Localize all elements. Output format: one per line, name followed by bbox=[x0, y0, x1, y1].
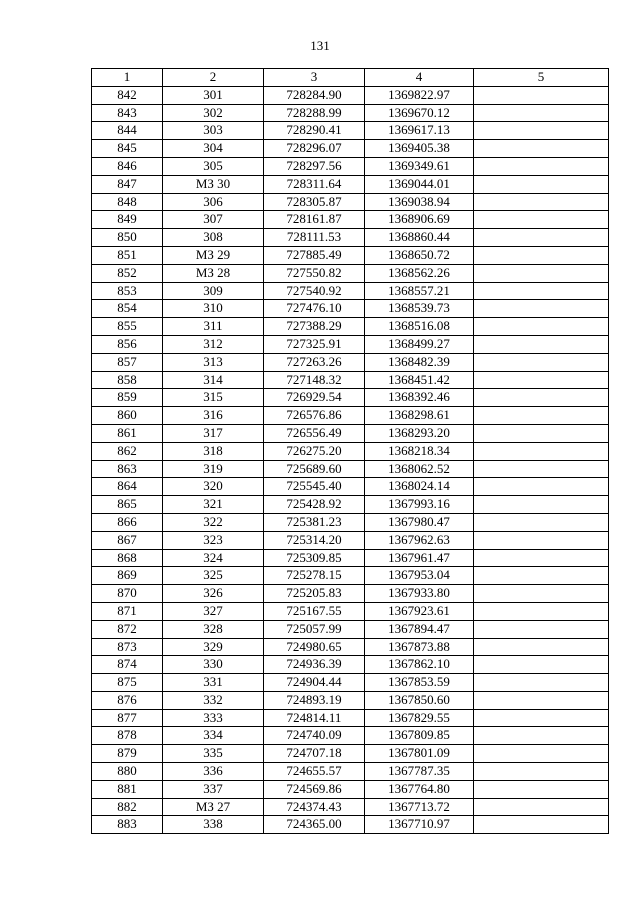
note-cell bbox=[474, 371, 609, 389]
note-cell bbox=[474, 264, 609, 282]
row-number-cell: 883 bbox=[92, 816, 163, 834]
row-number-cell: 846 bbox=[92, 157, 163, 175]
point-id-cell: 318 bbox=[163, 442, 264, 460]
y-coordinate-cell: 1368860.44 bbox=[365, 229, 474, 247]
x-coordinate-cell: 725545.40 bbox=[264, 478, 365, 496]
x-coordinate-cell: 728290.41 bbox=[264, 122, 365, 140]
table-row bbox=[92, 389, 609, 407]
note-cell bbox=[474, 157, 609, 175]
table-row bbox=[92, 780, 609, 798]
y-coordinate-cell: 1367809.85 bbox=[365, 727, 474, 745]
point-id-cell: 323 bbox=[163, 531, 264, 549]
row-number-cell: 860 bbox=[92, 407, 163, 425]
x-coordinate-cell: 724814.11 bbox=[264, 709, 365, 727]
row-number-cell: 858 bbox=[92, 371, 163, 389]
row-number-cell: 843 bbox=[92, 104, 163, 122]
point-id-cell: МЗ 27 bbox=[163, 798, 264, 816]
point-id-cell: 319 bbox=[163, 460, 264, 478]
x-coordinate-cell: 727325.91 bbox=[264, 335, 365, 353]
table-row bbox=[92, 460, 609, 478]
x-coordinate-cell: 724707.18 bbox=[264, 745, 365, 763]
coordinates-table bbox=[91, 68, 609, 834]
x-coordinate-cell: 727550.82 bbox=[264, 264, 365, 282]
y-coordinate-cell: 1368062.52 bbox=[365, 460, 474, 478]
page-number: 131 bbox=[310, 38, 330, 53]
y-coordinate-cell: 1369670.12 bbox=[365, 104, 474, 122]
table-row bbox=[92, 86, 609, 104]
note-cell bbox=[474, 353, 609, 371]
table-row bbox=[92, 763, 609, 781]
x-coordinate-cell: 725278.15 bbox=[264, 567, 365, 585]
y-coordinate-cell: 1369617.13 bbox=[365, 122, 474, 140]
table-row bbox=[92, 424, 609, 442]
table-row bbox=[92, 602, 609, 620]
note-cell bbox=[474, 567, 609, 585]
row-number-cell: 863 bbox=[92, 460, 163, 478]
x-coordinate-cell: 726275.20 bbox=[264, 442, 365, 460]
y-coordinate-cell: 1367873.88 bbox=[365, 638, 474, 656]
y-coordinate-cell: 1367962.63 bbox=[365, 531, 474, 549]
point-id-cell: 336 bbox=[163, 763, 264, 781]
x-coordinate-cell: 727885.49 bbox=[264, 246, 365, 264]
note-cell bbox=[474, 246, 609, 264]
note-cell bbox=[474, 122, 609, 140]
table-row bbox=[92, 193, 609, 211]
point-id-cell: МЗ 30 bbox=[163, 175, 264, 193]
table-row bbox=[92, 638, 609, 656]
table-row bbox=[92, 246, 609, 264]
point-id-cell: 309 bbox=[163, 282, 264, 300]
note-cell bbox=[474, 691, 609, 709]
y-coordinate-cell: 1369405.38 bbox=[365, 140, 474, 158]
note-cell bbox=[474, 460, 609, 478]
y-coordinate-cell: 1367953.04 bbox=[365, 567, 474, 585]
x-coordinate-cell: 728288.99 bbox=[264, 104, 365, 122]
header-cell-1: 1 bbox=[92, 69, 163, 87]
table-row bbox=[92, 211, 609, 229]
point-id-cell: 314 bbox=[163, 371, 264, 389]
note-cell bbox=[474, 193, 609, 211]
point-id-cell: 317 bbox=[163, 424, 264, 442]
table-row bbox=[92, 264, 609, 282]
table-row bbox=[92, 496, 609, 514]
note-cell bbox=[474, 674, 609, 692]
y-coordinate-cell: 1367850.60 bbox=[365, 691, 474, 709]
y-coordinate-cell: 1367862.10 bbox=[365, 656, 474, 674]
point-id-cell: 335 bbox=[163, 745, 264, 763]
table-row bbox=[92, 122, 609, 140]
point-id-cell: 305 bbox=[163, 157, 264, 175]
table-row bbox=[92, 549, 609, 567]
y-coordinate-cell: 1367923.61 bbox=[365, 602, 474, 620]
row-number-cell: 859 bbox=[92, 389, 163, 407]
point-id-cell: 320 bbox=[163, 478, 264, 496]
row-number-cell: 869 bbox=[92, 567, 163, 585]
point-id-cell: 321 bbox=[163, 496, 264, 514]
row-number-cell: 881 bbox=[92, 780, 163, 798]
x-coordinate-cell: 724569.86 bbox=[264, 780, 365, 798]
table-row bbox=[92, 407, 609, 425]
row-number-cell: 851 bbox=[92, 246, 163, 264]
row-number-cell: 879 bbox=[92, 745, 163, 763]
point-id-cell: 308 bbox=[163, 229, 264, 247]
point-id-cell: 334 bbox=[163, 727, 264, 745]
y-coordinate-cell: 1367801.09 bbox=[365, 745, 474, 763]
note-cell bbox=[474, 478, 609, 496]
row-number-cell: 882 bbox=[92, 798, 163, 816]
y-coordinate-cell: 1367787.35 bbox=[365, 763, 474, 781]
y-coordinate-cell: 1368562.26 bbox=[365, 264, 474, 282]
table-row bbox=[92, 745, 609, 763]
x-coordinate-cell: 727263.26 bbox=[264, 353, 365, 371]
header-cell-2: 2 bbox=[163, 69, 264, 87]
table-row bbox=[92, 585, 609, 603]
x-coordinate-cell: 728297.56 bbox=[264, 157, 365, 175]
y-coordinate-cell: 1368557.21 bbox=[365, 282, 474, 300]
row-number-cell: 847 bbox=[92, 175, 163, 193]
row-number-cell: 856 bbox=[92, 335, 163, 353]
note-cell bbox=[474, 585, 609, 603]
point-id-cell: 313 bbox=[163, 353, 264, 371]
row-number-cell: 845 bbox=[92, 140, 163, 158]
note-cell bbox=[474, 763, 609, 781]
point-id-cell: 328 bbox=[163, 620, 264, 638]
x-coordinate-cell: 726576.86 bbox=[264, 407, 365, 425]
x-coordinate-cell: 725309.85 bbox=[264, 549, 365, 567]
table-row bbox=[92, 727, 609, 745]
y-coordinate-cell: 1367993.16 bbox=[365, 496, 474, 514]
table-row bbox=[92, 442, 609, 460]
point-id-cell: 325 bbox=[163, 567, 264, 585]
note-cell bbox=[474, 798, 609, 816]
note-cell bbox=[474, 780, 609, 798]
x-coordinate-cell: 727148.32 bbox=[264, 371, 365, 389]
note-cell bbox=[474, 407, 609, 425]
table-row bbox=[92, 318, 609, 336]
x-coordinate-cell: 724980.65 bbox=[264, 638, 365, 656]
point-id-cell: 312 bbox=[163, 335, 264, 353]
header-cell-5: 5 bbox=[474, 69, 609, 87]
table-row bbox=[92, 709, 609, 727]
point-id-cell: 329 bbox=[163, 638, 264, 656]
row-number-cell: 854 bbox=[92, 300, 163, 318]
x-coordinate-cell: 724655.57 bbox=[264, 763, 365, 781]
note-cell bbox=[474, 442, 609, 460]
table-row bbox=[92, 282, 609, 300]
note-cell bbox=[474, 513, 609, 531]
point-id-cell: 333 bbox=[163, 709, 264, 727]
y-coordinate-cell: 1368539.73 bbox=[365, 300, 474, 318]
note-cell bbox=[474, 318, 609, 336]
y-coordinate-cell: 1367961.47 bbox=[365, 549, 474, 567]
x-coordinate-cell: 726929.54 bbox=[264, 389, 365, 407]
table-body bbox=[92, 86, 609, 833]
point-id-cell: 326 bbox=[163, 585, 264, 603]
row-number-cell: 875 bbox=[92, 674, 163, 692]
y-coordinate-cell: 1367853.59 bbox=[365, 674, 474, 692]
y-coordinate-cell: 1368293.20 bbox=[365, 424, 474, 442]
y-coordinate-cell: 1368499.27 bbox=[365, 335, 474, 353]
row-number-cell: 872 bbox=[92, 620, 163, 638]
point-id-cell: 302 bbox=[163, 104, 264, 122]
note-cell bbox=[474, 175, 609, 193]
row-number-cell: 850 bbox=[92, 229, 163, 247]
row-number-cell: 865 bbox=[92, 496, 163, 514]
note-cell bbox=[474, 229, 609, 247]
y-coordinate-cell: 1367829.55 bbox=[365, 709, 474, 727]
x-coordinate-cell: 725381.23 bbox=[264, 513, 365, 531]
table-row bbox=[92, 513, 609, 531]
x-coordinate-cell: 727388.29 bbox=[264, 318, 365, 336]
point-id-cell: 330 bbox=[163, 656, 264, 674]
row-number-cell: 842 bbox=[92, 86, 163, 104]
point-id-cell: 303 bbox=[163, 122, 264, 140]
x-coordinate-cell: 724374.43 bbox=[264, 798, 365, 816]
y-coordinate-cell: 1368906.69 bbox=[365, 211, 474, 229]
y-coordinate-cell: 1368650.72 bbox=[365, 246, 474, 264]
y-coordinate-cell: 1369822.97 bbox=[365, 86, 474, 104]
point-id-cell: 306 bbox=[163, 193, 264, 211]
point-id-cell: 338 bbox=[163, 816, 264, 834]
note-cell bbox=[474, 745, 609, 763]
note-cell bbox=[474, 389, 609, 407]
row-number-cell: 861 bbox=[92, 424, 163, 442]
table-row bbox=[92, 531, 609, 549]
table-row bbox=[92, 157, 609, 175]
note-cell bbox=[474, 104, 609, 122]
row-number-cell: 873 bbox=[92, 638, 163, 656]
point-id-cell: 337 bbox=[163, 780, 264, 798]
row-number-cell: 857 bbox=[92, 353, 163, 371]
y-coordinate-cell: 1369349.61 bbox=[365, 157, 474, 175]
header-cell-3: 3 bbox=[264, 69, 365, 87]
y-coordinate-cell: 1368451.42 bbox=[365, 371, 474, 389]
x-coordinate-cell: 724893.19 bbox=[264, 691, 365, 709]
row-number-cell: 855 bbox=[92, 318, 163, 336]
point-id-cell: 331 bbox=[163, 674, 264, 692]
row-number-cell: 878 bbox=[92, 727, 163, 745]
y-coordinate-cell: 1367764.80 bbox=[365, 780, 474, 798]
row-number-cell: 870 bbox=[92, 585, 163, 603]
y-coordinate-cell: 1367710.97 bbox=[365, 816, 474, 834]
y-coordinate-cell: 1368392.46 bbox=[365, 389, 474, 407]
note-cell bbox=[474, 282, 609, 300]
row-number-cell: 874 bbox=[92, 656, 163, 674]
note-cell bbox=[474, 602, 609, 620]
table-row bbox=[92, 674, 609, 692]
point-id-cell: 322 bbox=[163, 513, 264, 531]
x-coordinate-cell: 725689.60 bbox=[264, 460, 365, 478]
note-cell bbox=[474, 549, 609, 567]
note-cell bbox=[474, 86, 609, 104]
row-number-cell: 867 bbox=[92, 531, 163, 549]
row-number-cell: 877 bbox=[92, 709, 163, 727]
note-cell bbox=[474, 638, 609, 656]
table-row bbox=[92, 175, 609, 193]
row-number-cell: 844 bbox=[92, 122, 163, 140]
note-cell bbox=[474, 727, 609, 745]
row-number-cell: 853 bbox=[92, 282, 163, 300]
point-id-cell: 301 bbox=[163, 86, 264, 104]
table-row bbox=[92, 798, 609, 816]
point-id-cell: 332 bbox=[163, 691, 264, 709]
row-number-cell: 880 bbox=[92, 763, 163, 781]
table-row bbox=[92, 229, 609, 247]
x-coordinate-cell: 725205.83 bbox=[264, 585, 365, 603]
point-id-cell: 310 bbox=[163, 300, 264, 318]
table-row bbox=[92, 104, 609, 122]
y-coordinate-cell: 1369038.94 bbox=[365, 193, 474, 211]
x-coordinate-cell: 727540.92 bbox=[264, 282, 365, 300]
y-coordinate-cell: 1367933.80 bbox=[365, 585, 474, 603]
row-number-cell: 862 bbox=[92, 442, 163, 460]
table-row bbox=[92, 371, 609, 389]
y-coordinate-cell: 1368298.61 bbox=[365, 407, 474, 425]
table-row bbox=[92, 620, 609, 638]
x-coordinate-cell: 724740.09 bbox=[264, 727, 365, 745]
y-coordinate-cell: 1368024.14 bbox=[365, 478, 474, 496]
row-number-cell: 849 bbox=[92, 211, 163, 229]
point-id-cell: 304 bbox=[163, 140, 264, 158]
note-cell bbox=[474, 531, 609, 549]
x-coordinate-cell: 725314.20 bbox=[264, 531, 365, 549]
note-cell bbox=[474, 620, 609, 638]
header-row bbox=[92, 69, 609, 87]
y-coordinate-cell: 1368218.34 bbox=[365, 442, 474, 460]
table-row bbox=[92, 816, 609, 834]
table-row bbox=[92, 353, 609, 371]
point-id-cell: 327 bbox=[163, 602, 264, 620]
x-coordinate-cell: 728296.07 bbox=[264, 140, 365, 158]
x-coordinate-cell: 728284.90 bbox=[264, 86, 365, 104]
header-cell-4: 4 bbox=[365, 69, 474, 87]
y-coordinate-cell: 1369044.01 bbox=[365, 175, 474, 193]
x-coordinate-cell: 725428.92 bbox=[264, 496, 365, 514]
x-coordinate-cell: 727476.10 bbox=[264, 300, 365, 318]
x-coordinate-cell: 724936.39 bbox=[264, 656, 365, 674]
row-number-cell: 852 bbox=[92, 264, 163, 282]
x-coordinate-cell: 724904.44 bbox=[264, 674, 365, 692]
note-cell bbox=[474, 140, 609, 158]
table-row bbox=[92, 478, 609, 496]
row-number-cell: 868 bbox=[92, 549, 163, 567]
note-cell bbox=[474, 496, 609, 514]
x-coordinate-cell: 728305.87 bbox=[264, 193, 365, 211]
x-coordinate-cell: 728111.53 bbox=[264, 229, 365, 247]
point-id-cell: 307 bbox=[163, 211, 264, 229]
note-cell bbox=[474, 816, 609, 834]
note-cell bbox=[474, 211, 609, 229]
row-number-cell: 871 bbox=[92, 602, 163, 620]
x-coordinate-cell: 728161.87 bbox=[264, 211, 365, 229]
table-row bbox=[92, 656, 609, 674]
note-cell bbox=[474, 709, 609, 727]
point-id-cell: МЗ 29 bbox=[163, 246, 264, 264]
table-row bbox=[92, 567, 609, 585]
note-cell bbox=[474, 300, 609, 318]
table-header bbox=[92, 69, 609, 87]
table-row bbox=[92, 335, 609, 353]
row-number-cell: 848 bbox=[92, 193, 163, 211]
x-coordinate-cell: 728311.64 bbox=[264, 175, 365, 193]
x-coordinate-cell: 726556.49 bbox=[264, 424, 365, 442]
table-row bbox=[92, 300, 609, 318]
note-cell bbox=[474, 335, 609, 353]
point-id-cell: 311 bbox=[163, 318, 264, 336]
table-row bbox=[92, 140, 609, 158]
row-number-cell: 864 bbox=[92, 478, 163, 496]
point-id-cell: МЗ 28 bbox=[163, 264, 264, 282]
point-id-cell: 315 bbox=[163, 389, 264, 407]
point-id-cell: 324 bbox=[163, 549, 264, 567]
y-coordinate-cell: 1367980.47 bbox=[365, 513, 474, 531]
y-coordinate-cell: 1367894.47 bbox=[365, 620, 474, 638]
y-coordinate-cell: 1368516.08 bbox=[365, 318, 474, 336]
table-row bbox=[92, 691, 609, 709]
row-number-cell: 866 bbox=[92, 513, 163, 531]
note-cell bbox=[474, 656, 609, 674]
note-cell bbox=[474, 424, 609, 442]
point-id-cell: 316 bbox=[163, 407, 264, 425]
x-coordinate-cell: 724365.00 bbox=[264, 816, 365, 834]
y-coordinate-cell: 1368482.39 bbox=[365, 353, 474, 371]
y-coordinate-cell: 1367713.72 bbox=[365, 798, 474, 816]
row-number-cell: 876 bbox=[92, 691, 163, 709]
x-coordinate-cell: 725167.55 bbox=[264, 602, 365, 620]
x-coordinate-cell: 725057.99 bbox=[264, 620, 365, 638]
